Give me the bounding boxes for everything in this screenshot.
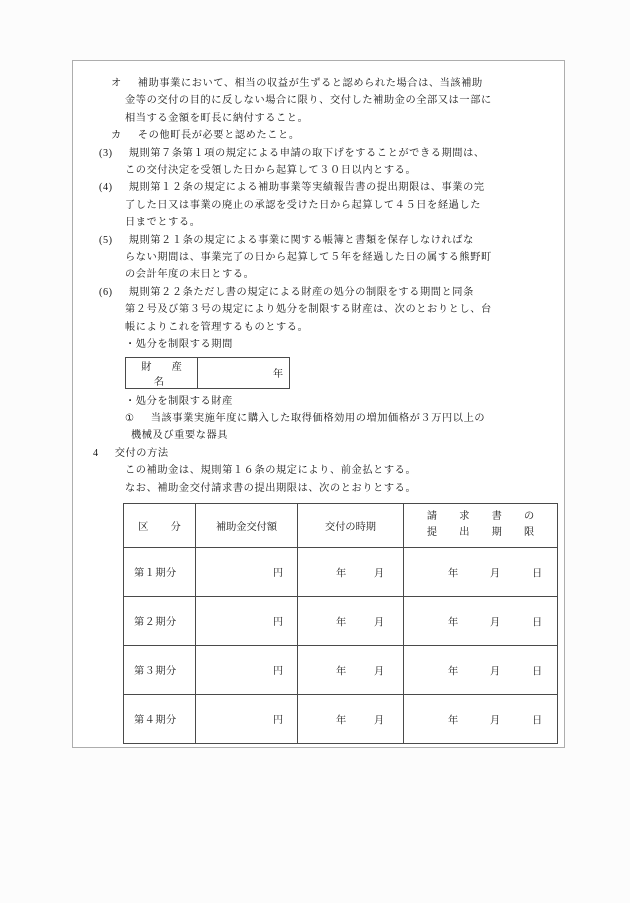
document-page-sheet [72,60,565,748]
property-table [125,357,290,389]
paragraph-5-text-1: 規則第２１条の規定による事業に関する帳簿と書類を保存しなければな [128,234,474,246]
payment-row-1-timing[interactable] [298,547,404,596]
payment-row-2-limit-day: 日 [532,617,543,629]
section-4-title: 交付の方法 [114,447,169,459]
section-4-number: 4 [93,447,99,459]
payment-row-3-limit-day: 日 [532,666,543,678]
paragraph-ka-text-1: その他町長が必要と認めたこと。 [137,130,300,142]
paragraph-o-line-1 [85,75,554,92]
paragraph-ka-line-1 [85,127,554,144]
table-row [124,547,558,596]
payment-row-2-timing[interactable] [298,596,404,645]
table-row [124,645,558,694]
payment-row-1-timing-year: 年 [336,568,347,580]
payment-header-limit [404,503,558,547]
paragraph-4-line-1 [85,179,554,196]
payment-row-1-limit-day: 日 [532,568,543,580]
payment-header-limit-line1: 請 求 書 の [426,511,541,523]
table-row [124,694,558,743]
paragraph-o [85,75,554,127]
payment-table-wrapper [85,503,554,744]
property-item-1-text-1: 当該事業実施年度に購入した取得価格効用の増加価格が３万円以上の [150,412,486,424]
paragraph-6 [85,284,554,336]
payment-table-header [124,503,558,547]
payment-row-4-amount[interactable]: 円 [196,694,298,743]
payment-row-1-limit-year: 年 [448,568,459,580]
paragraph-4-line-2: 了した日又は事業の廃止の承認を受けた日から起算して４５日を経過した [125,199,481,211]
payment-row-3-amount[interactable]: 円 [196,645,298,694]
payment-header-kubun: 区 分 [124,503,196,547]
paragraph-3-line-1 [85,145,554,162]
paragraph-o-line-3: 相当する金額を町長に納付すること。 [125,112,309,124]
bullet-restricted-property: ・処分を制限する財産 [125,395,233,407]
paragraph-4-marker: (4) [99,182,113,194]
payment-row-3-timing-year: 年 [336,666,347,678]
paragraph-3-text-1: 規則第７条第１項の規定による申請の取下げをすることができる期間は、 [128,147,485,159]
paragraph-5 [85,232,554,284]
paragraph-6-line-3: 帳によりこれを管理するものとする。 [125,321,309,333]
section-4-line-1: この補助金は、規則第１６条の規定により、前金払とする。 [125,465,417,477]
payment-row-2-kubun: 第２期分 [124,596,196,645]
paragraph-6-line-2: 第２号及び第３号の規定により処分を制限する財産は、次のとおりとし、台 [125,304,492,316]
payment-row-1-limit-month: 月 [490,568,501,580]
payment-row-4-limit[interactable] [404,694,558,743]
payment-row-4-timing-year: 年 [336,715,347,727]
payment-row-1-timing-month: 月 [374,568,385,580]
payment-row-3-limit[interactable] [404,645,558,694]
payment-table-body [124,547,558,743]
table-row [124,596,558,645]
property-item-1 [85,410,554,445]
payment-row-2-limit[interactable] [404,596,558,645]
property-item-1-line-1 [85,410,554,427]
payment-row-4-timing-month: 月 [374,715,385,727]
payment-row-3-limit-month: 月 [490,666,501,678]
payment-row-4-limit-month: 月 [490,715,501,727]
paragraph-6-line-1 [85,284,554,301]
payment-header-limit-line2: 提 出 期 限 [426,527,541,539]
paragraph-4-line-3: 日までとする。 [125,217,201,229]
payment-row-1-limit[interactable] [404,547,558,596]
paragraph-o-text-1: 補助事業において、相当の収益が生ずると認められた場合は、当該補助 [137,78,483,89]
payment-row-1-amount[interactable]: 円 [196,547,298,596]
payment-row-3-limit-year: 年 [448,666,459,678]
table-row [126,357,290,388]
paragraph-5-line-2: らない期間は、事業完了の日から起算して５年を経過した日の属する熊野町 [125,252,492,264]
payment-row-3-timing[interactable] [298,645,404,694]
payment-row-4-limit-year: 年 [448,715,459,727]
section-4-line-2: なお、補助金交付請求書の提出期限は、次のとおりとする。 [125,482,417,494]
payment-row-4-kubun: 第４期分 [124,694,196,743]
paragraph-6-text-1: 規則第２２条ただし書の規定による財産の処分の制限をする期間と同条 [128,286,474,298]
paragraph-6-marker: (6) [99,286,113,298]
paragraph-4 [85,179,554,231]
paragraph-3-marker: (3) [99,147,113,159]
payment-header-amount: 補助金交付額 [196,503,298,547]
paragraph-o-marker: オ [111,78,122,89]
payment-row-4-limit-day: 日 [532,715,543,727]
bullet-restriction-period: ・処分を制限する期間 [125,339,233,351]
payment-row-3-timing-month: 月 [374,666,385,678]
payment-row-1-kubun: 第１期分 [124,547,196,596]
document-body [73,61,566,744]
payment-row-4-timing[interactable] [298,694,404,743]
table-header-row [124,503,558,547]
payment-row-2-amount[interactable]: 円 [196,596,298,645]
property-table-label-cell: 財 産 名 [126,357,198,388]
property-table-wrapper [85,357,554,389]
property-item-1-marker: ① [125,412,135,424]
paragraph-5-line-3: の会計年度の末日とする。 [125,269,255,281]
property-item-1-line-2: 機械及び重要な器具 [131,430,229,442]
payment-row-2-limit-month: 月 [490,617,501,629]
payment-row-3-kubun: 第３期分 [124,645,196,694]
payment-row-2-limit-year: 年 [448,617,459,629]
paragraph-4-text-1: 規則第１２条の規定による補助事業等実績報告書の提出期限は、事業の完 [128,182,485,194]
paragraph-ka [85,127,554,144]
payment-table [123,503,558,744]
paragraph-5-line-1 [85,232,554,249]
payment-row-2-timing-month: 月 [374,617,385,629]
paragraph-3-line-2: この交付決定を受領した日から起算して３０日以内とする。 [125,165,417,177]
payment-row-2-timing-year: 年 [336,617,347,629]
paragraph-o-line-2: 金等の交付の目的に反しない場合に限り、交付した補助金の全部又は一部に [125,95,492,107]
payment-header-timing: 交付の時期 [298,503,404,547]
section-4-heading [85,445,554,462]
paragraph-3 [85,145,554,180]
property-table-value-cell[interactable]: 年 [198,357,290,388]
section-4 [85,445,554,497]
paragraph-ka-marker: カ [111,130,122,142]
paragraph-5-marker: (5) [99,234,113,246]
